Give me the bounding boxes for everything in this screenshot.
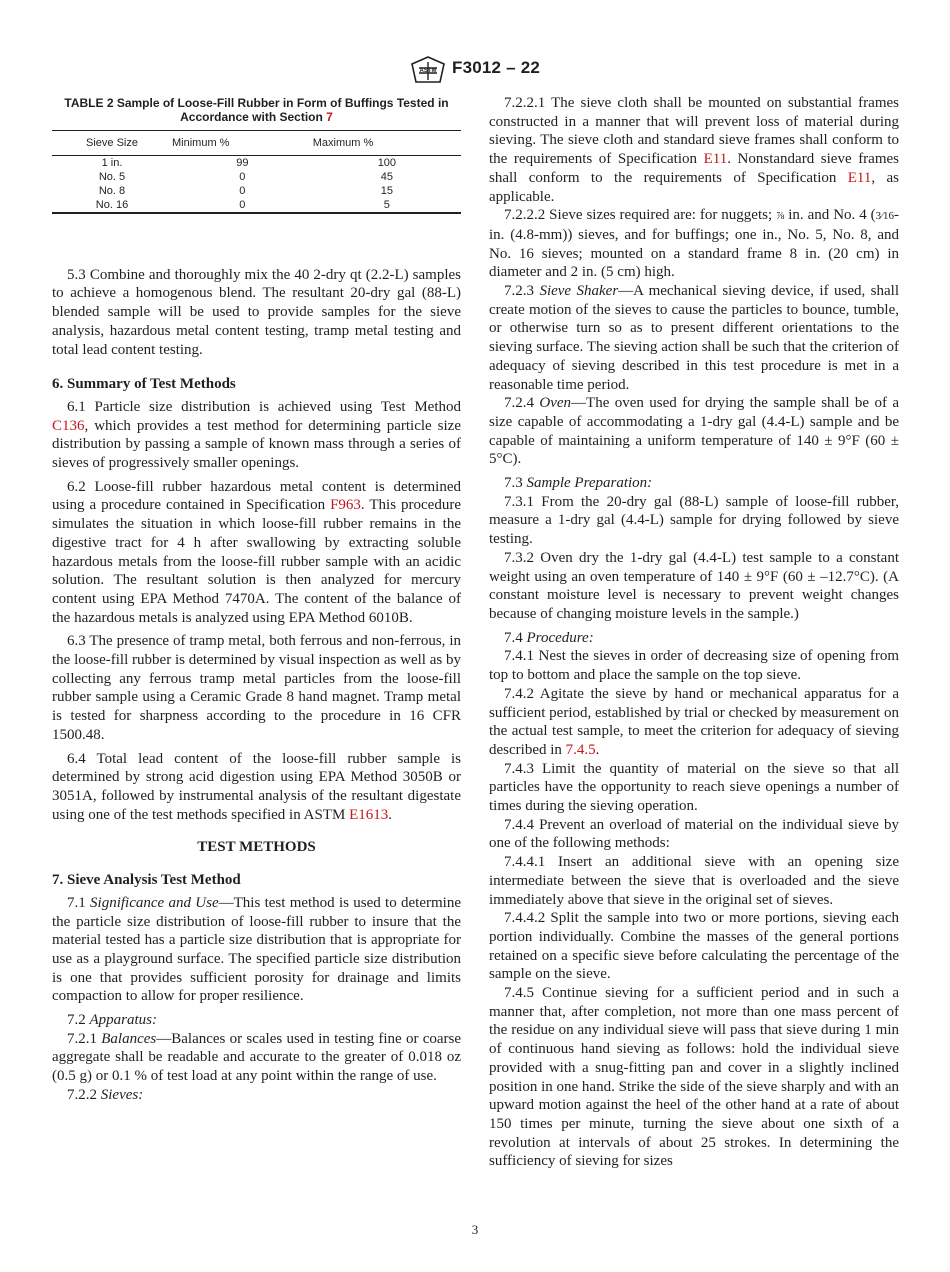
paragraph-title: Sieves: [100,1086,144,1103]
table2-caption-text: TABLE 2 Sample of Loose-Fill Rubber in Form of Buffings Tested in Accordance with Section [64,96,449,124]
paragraph-7-3-2: 7.3.2 Oven dry the 1-dry gal (4.4-L) test sample to a constant weight using an oven temperature of 140 ± 9°F (60 ± –12.7°C). (A constant moisture level is necessary to prevent weight changes because of changing moisture levels in the sample.) [489,549,899,622]
heading-test-methods: TEST METHODS [197,839,316,856]
paragraph-number: 7.3 [504,475,527,492]
paragraph-7-4-4-2: 7.4.4.2 Split the sample into two or more portions, sieving each portion individually. Combine the masses of the general portions retained on a specific sieve before calculating the percentage of the sample on the sieve. [489,910,899,983]
c136-link[interactable]: C136 [52,417,85,434]
paragraph-7-1 [52,894,461,1006]
table2-header-row [52,131,461,156]
table-cell: 0 [172,198,313,213]
paragraph-number: 7.2.2 [67,1086,101,1103]
heading-section-6: 6. Summary of Test Methods [52,376,236,393]
table2-header-maximum: Maximum % [313,131,461,156]
paragraph-text: 7.2.2.1 The sieve cloth shall be mounted on substantial frames constructed in a manner that will prevent loss of material during sieving. The sieve cloth and standard sieve frames shall conform to the requirements of Specification [489,95,899,168]
paragraph-7-3 [489,474,899,493]
paragraph-7-2 [52,1011,461,1030]
paragraph-7-2-3 [489,282,899,394]
document-designation: F3012 – 22 [452,58,541,77]
table-cell: 99 [236,156,249,169]
paragraph-text: , as applicable. [489,169,900,205]
table-cell: 0 [239,170,246,183]
table-row [52,155,461,170]
table-cell: 5 [313,198,461,213]
paragraph-6-4 [52,750,461,825]
paragraph-text: . [595,741,600,758]
table-row [52,198,461,213]
paragraph-text: —The oven used for drying the sample shall be of a size capable of accommodating a 1-dry gal (4.4-L) sample and be capable of maintaining a uniform temperature of 140 ± 9°F (60 ± 5°C). [489,395,899,468]
paragraph-7-4-3: 7.4.3 Limit the quantity of material on the sieve so that all particles have the opportunity to reach sieve openings a number of times during the sieving operation. [489,760,899,815]
paragraph-7-4-1: 7.4.1 Nest the sieves in order of decreasing size of opening from top to bottom and place the sample on the top sieve. [489,648,899,684]
paragraph-title: Balances [101,1030,157,1047]
paragraph-7-4 [489,629,899,648]
astm-logo-text: ASTM [419,68,437,74]
paragraph-title: Significance and Use [90,894,219,911]
table-cell: 100 [377,156,397,169]
paragraph-6-3: 6.3 The presence of tramp metal, both ferrous and non-ferrous, in the loose-fill rubber is determined by visual inspection as well as by collecting any ferrous tramp metal particles from the loose-fill rubber sample using a Ceramic Grade 8 hand magnet. Tramp metal is tested for sharpness according to the procedure in 16 CFR 1500.48. [52,633,461,743]
f963-link[interactable]: F963 [330,497,361,514]
paragraph-title: Apparatus: [89,1012,157,1029]
section-7-link[interactable]: 7 [326,110,333,124]
heading-section-7: 7. Sieve Analysis Test Method [52,872,241,889]
paragraph-number: 7.2 [67,1012,90,1029]
table-row [52,184,461,198]
paragraph-text: —A mechanical sieving device, if used, shall create motion of the sieves to cause the particles to bounce, tumble, or otherwise turn so as to present different orientations to the sieving surface. The sieving action shall be such that the criterion of adequacy of sieving described in this test procedure is met in a reasonable time period. [489,283,900,393]
paragraph-text: -in. (4.8-mm)) sieves, and for buffings; one in., No. 5, No. 8, and No. 16 sieves; mounted on a standard frame 8 in. (20 cm) in diameter and 2 in. (5 cm) high. [489,207,899,281]
table-cell: No. 16 [52,198,172,213]
paragraph-7-4-4-1: 7.4.4.1 Insert an additional sieve with an opening size intermediate between the sieve that is overloaded and the sieve immediately above that sieve in the original set of sieves. [489,854,899,908]
paragraph-7-2-2-2 [489,206,899,282]
paragraph-text: . [388,806,392,823]
table2-header-minimum: Minimum % [172,131,313,156]
fraction: ⅞ [776,210,785,223]
paragraph-text: 6.2 Loose-fill rubber hazardous metal content is determined using a procedure contained in Specification [52,478,461,514]
paragraph-text: 7.4.2 Agitate the sieve by hand or mechanical apparatus for a sufficient period, established by trial or checked by measurement on the actual test sample, to meet the criterion for adequacy of sieving described in [489,685,899,758]
paragraph-7-2-4 [489,394,899,469]
table-cell: 1 in. [101,156,123,169]
paragraph-7-3-1: 7.3.1 From the 20-dry gal (88-L) sample of loose-fill rubber, measure a 1-dry gal (4.4-L) sample for drying followed by sieve testing. [489,493,899,548]
left-column [52,94,461,1105]
astm-logo-icon [410,56,446,84]
paragraph-5-3: 5.3 Combine and thoroughly mix the 40 2-dry qt (2.2-L) samples to achieve a homogenous blend. The resultant 20-dry gal (88-L) blended sample will be used to provide samples for the sieve analysis, hazardous metal content testing, tramp metal testing and total lead content testing. [52,266,461,358]
paragraph-7-4-4: 7.4.4 Prevent an overload of material on the individual sieve by one of the following methods: [489,816,899,852]
fraction: 3⁄16 [875,210,894,223]
paragraph-text: 6.1 Particle size distribution is achieved using Test Method [67,398,461,415]
right-column [489,94,899,1171]
paragraph-text: in. and No. 4 ( [784,207,876,224]
e11-link[interactable]: E11 [847,169,872,186]
e1613-link[interactable]: E1613 [349,806,389,823]
page-header [0,56,950,86]
table-cell: 15 [380,184,393,197]
paragraph-title: Oven [539,395,572,412]
table-cell: No. 5 [98,170,126,183]
paragraph-number: 7.1 [67,894,91,911]
section-7-4-5-link[interactable]: 7.4.5 [565,741,596,758]
paragraph-number: 7.2.4 [504,395,540,412]
table-cell: No. 8 [98,184,126,197]
table2-caption [52,96,461,124]
table2 [52,130,461,214]
table-cell: 0 [239,184,246,197]
paragraph-text: —This test method is used to determine the particle size distribution of loose-fill rubber to insure that the material tested has a particle size distribution that is appropriate for use as a playground surface. The specified particle size distribution is one that provides sufficient porosity for drainage and limits compaction to allow for proper resilience. [52,894,461,1005]
table-row [52,170,461,184]
paragraph-text: 7.2.2.2 Sieve sizes required are: for nuggets; [504,207,777,224]
paragraph-text: —Balances or scales used in testing fine or coarse aggregate shall be readable and accurate to the greater of 0.018 oz (0.5 g) or 0.1 % of test load at any point within the range of use. [52,1030,462,1085]
paragraph-text: . This procedure simulates the situation in which loose-fill rubber remains in the digestive tract for 4 h after swallowing by extracting soluble hazardous metals from the loose-fill rubber sample with an acidic solution. The resultant solution is then analyzed for mercury content using EPA Method 7470A. The content of the balance of the hazardous metals is analyzed using EPA Method 6010B. [52,497,461,626]
paragraph-text: 6.4 Total lead content of the loose-fill rubber sample is determined by strong acid digestion using EPA Method 3050B or 3051A, followed by instrumental analysis of the resultant digestate using one of the test methods specified in ASTM [52,750,461,823]
paragraph-7-4-2 [489,685,899,760]
paragraph-title: Sieve Shaker [539,283,619,300]
paragraph-number: 7.2.3 [504,283,540,300]
page-number: 3 [471,1222,479,1237]
table-cell: 45 [380,170,393,183]
table2-header-sieve-size: Sieve Size [52,131,172,156]
paragraph-number: 7.4 [504,629,527,646]
paragraph-text: , which provides a test method for determining particle size distribution by passing a sample of known mass through a series of sieves of progressively smaller openings. [52,417,461,472]
paragraph-7-2-2 [52,1086,461,1105]
paragraph-7-2-1 [52,1030,461,1086]
paragraph-7-4-5: 7.4.5 Continue sieving for a sufficient period and in such a manner that, after completion, not more than one mass percent of the residue on any individual sieve will pass that sieve during 1 min of continuous hand sieving as follows: hold the individual sieve provided with a snug-fitting pan and cover in a slightly inclined position in one hand. Strike the side of the sieve sharply and with an upward motion against the heel of the other hand at a rate of about 150 times per minute, turning the sieve about one sixth of a revolution at intervals of about 25 strokes. In determining the sufficiency of sieving for sizes [489,985,899,1170]
paragraph-title: Procedure: [526,629,594,646]
e11-link[interactable]: E11 [703,151,728,168]
paragraph-title: Sample Preparation: [526,475,653,492]
paragraph-6-2 [52,478,461,628]
paragraph-7-2-2-1 [489,94,899,206]
paragraph-number: 7.2.1 [67,1030,102,1047]
paragraph-text: . Nonstandard sieve frames shall conform to the requirements of Specification [489,151,900,186]
paragraph-6-1 [52,398,461,473]
